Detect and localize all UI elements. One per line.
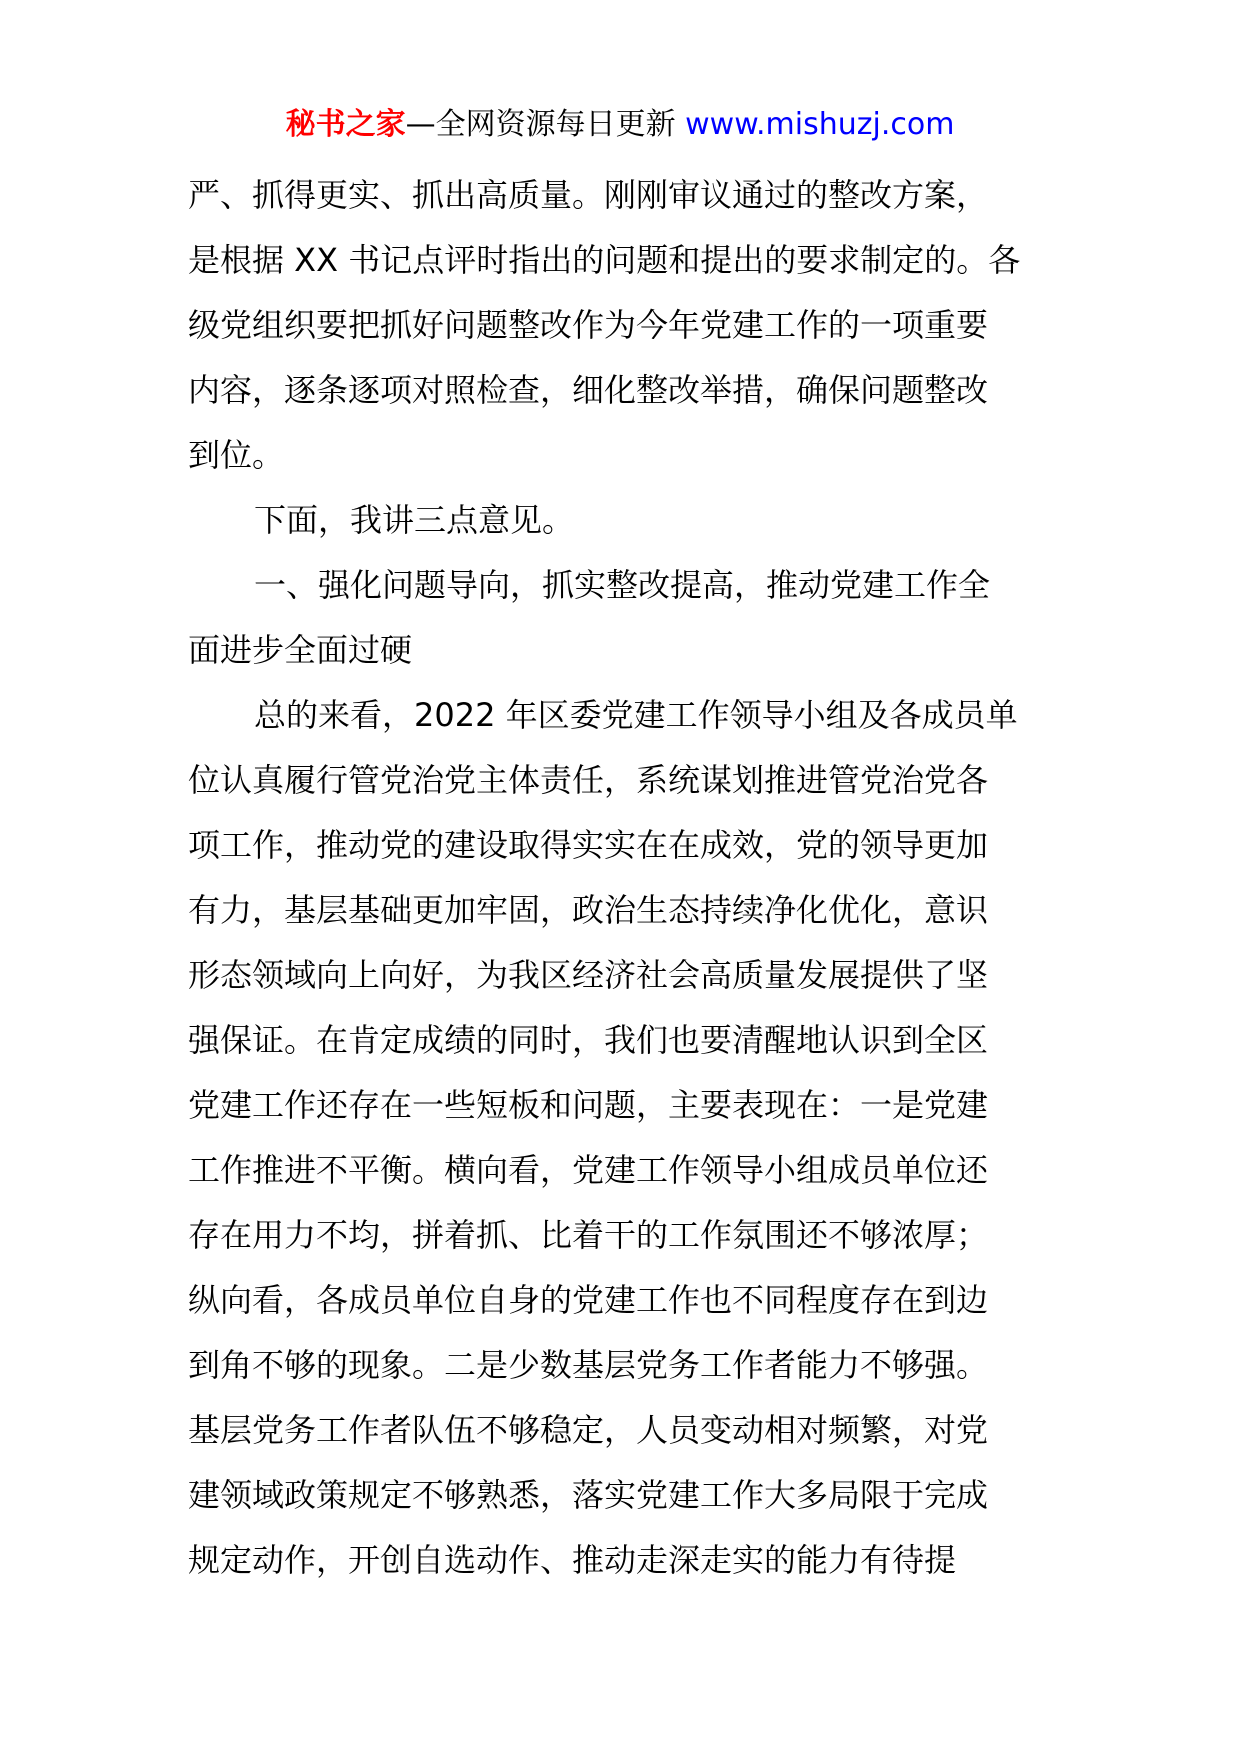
text-line: 形态领域向上向好，为我区经济社会高质量发展提供了坚 <box>188 956 989 994</box>
text-line: 有力，基层基础更加牢固，政治生态持续净化优化，意识 <box>188 891 989 929</box>
section-heading: 一、强化问题导向，抓实整改提高，推动党建工作全 <box>254 566 991 604</box>
site-url[interactable]: www.mishuzj.com <box>685 107 955 142</box>
text-line: 级党组织要把抓好问题整改作为今年党建工作的一项重要 <box>188 306 989 344</box>
site-slogan: —全网资源每日更新 <box>405 107 676 142</box>
document-body <box>188 163 1058 1593</box>
text-line: 是根据 XX 书记点评时指出的问题和提出的要求制定的。各 <box>188 241 1021 279</box>
text-line: 项工作，推动党的建设取得实实在在成效，党的领导更加 <box>188 826 989 864</box>
text-line: 总的来看，2022 年区委党建工作领导小组及各成员单 <box>254 696 1018 734</box>
text-line: 纵向看，各成员单位自身的党建工作也不同程度存在到边 <box>188 1281 989 1319</box>
paragraph-intro: 下面，我讲三点意见。 <box>254 501 575 539</box>
text-line: 规定动作，开创自选动作、推动走深走实的能力有待提 <box>188 1541 957 1579</box>
brand-name: 秘书之家 <box>285 107 406 142</box>
text-line: 强保证。在肯定成绩的同时，我们也要清醒地认识到全区 <box>188 1021 989 1059</box>
text-line: 存在用力不均，拼着抓、比着干的工作氛围还不够浓厚； <box>188 1216 989 1254</box>
text-line: 严、抓得更实、抓出高质量。刚刚审议通过的整改方案， <box>188 176 989 214</box>
text-line: 位认真履行管党治党主体责任，系统谋划推进管党治党各 <box>188 761 989 799</box>
site-header <box>0 100 1240 150</box>
text-line: 基层党务工作者队伍不够稳定，人员变动相对频繁，对党 <box>188 1411 989 1449</box>
text-line: 到位。 <box>188 436 285 474</box>
text-line: 到角不够的现象。二是少数基层党务工作者能力不够强。 <box>188 1346 989 1384</box>
text-line: 建领域政策规定不够熟悉，落实党建工作大多局限于完成 <box>188 1476 989 1514</box>
text-line: 内容，逐条逐项对照检查，细化整改举措，确保问题整改 <box>188 371 989 409</box>
section-heading-cont: 面进步全面过硬 <box>188 631 413 669</box>
text-line: 党建工作还存在一些短板和问题，主要表现在：一是党建 <box>188 1086 989 1124</box>
text-line: 工作推进不平衡。横向看，党建工作领导小组成员单位还 <box>188 1151 989 1189</box>
